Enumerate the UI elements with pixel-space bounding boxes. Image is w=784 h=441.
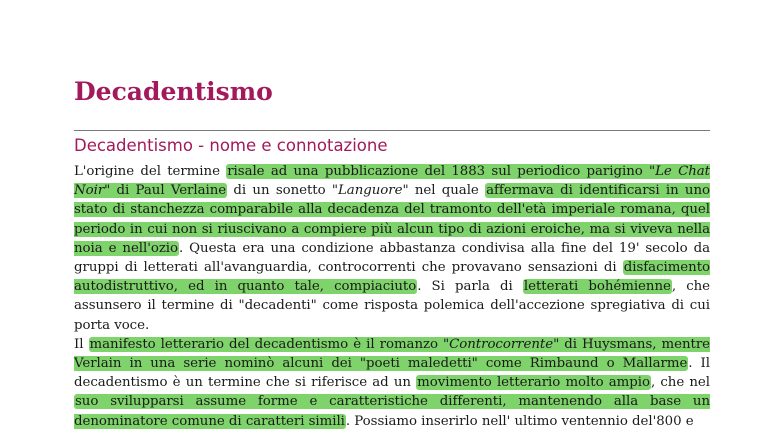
- paragraph-manifesto: [74, 335, 710, 431]
- text-span: di un sonetto ": [227, 183, 338, 199]
- highlight-forms: suo svilupparsi assume forme e caratteristiche differenti, mantenendo alla base un denominatore comune di caratteri simili: [74, 394, 710, 429]
- text-span: , che nel: [650, 375, 710, 391]
- text-span: . Possiamo inserirlo nell' ultimo ventennio del'800 e: [345, 413, 694, 429]
- text-span: " di Paul Verlaine: [104, 183, 227, 199]
- text-span: L'origine del termine: [74, 164, 227, 179]
- paragraph-origin: [74, 162, 710, 335]
- highlight-boheme: letterati bohémienne: [523, 279, 671, 295]
- heading-divider: [74, 130, 710, 131]
- journal-title: Le Chat Noir: [74, 164, 710, 199]
- text-span: . Il decadentismo è un termine che si riferisce ad un: [74, 356, 710, 391]
- highlight-manifesto: [74, 337, 710, 371]
- text-span: Il: [74, 336, 89, 352]
- page-title: Decadentismo: [74, 77, 273, 106]
- body-text: [74, 162, 710, 431]
- text-span: risale ad una pubblicazione del 1883 sul periodico parigino ": [227, 164, 656, 179]
- text-span: , che assunsero il termine di "decadenti" come risposta polemica dell'accezione spregiativa di cui porta voce.: [74, 279, 711, 333]
- text-span: manifesto letterario del decadentismo è il romanzo ": [89, 336, 450, 352]
- section-heading: Decadentismo - nome e connotazione: [74, 136, 388, 155]
- highlight-movement: movimento letterario molto ampio: [417, 375, 650, 391]
- highlight-disfacimento: disfacimento autodistruttivo, ed in quanto tale, compiaciuto: [74, 260, 710, 295]
- novel-title: Controcorrente: [449, 336, 554, 352]
- text-span: " di Huysmans, mentre Verlain in una serie nominò alcuni dei "poeti maledetti" come Rimbaund o Mallarme: [74, 336, 711, 372]
- text-span: . Questa era una condizione abbastanza condivisa alla fine del 19' secolo da gruppi di letterati all'avanguardia, controcorrenti che provavano sensazioni di: [74, 240, 710, 276]
- text-span: . Si parla di: [417, 279, 523, 295]
- text-span: " nel quale: [402, 183, 486, 199]
- sonnet-title: Languore: [338, 183, 403, 199]
- highlight-definition: affermava di identificarsi in uno stato di stanchezza comparabile alla decadenza del tramonto dell'età imperiale romana, quel periodo in cui non si riuscivano a compiere più alcun tipo di azioni eroiche, ma si viveva nella noia e nell'ozio: [74, 183, 710, 256]
